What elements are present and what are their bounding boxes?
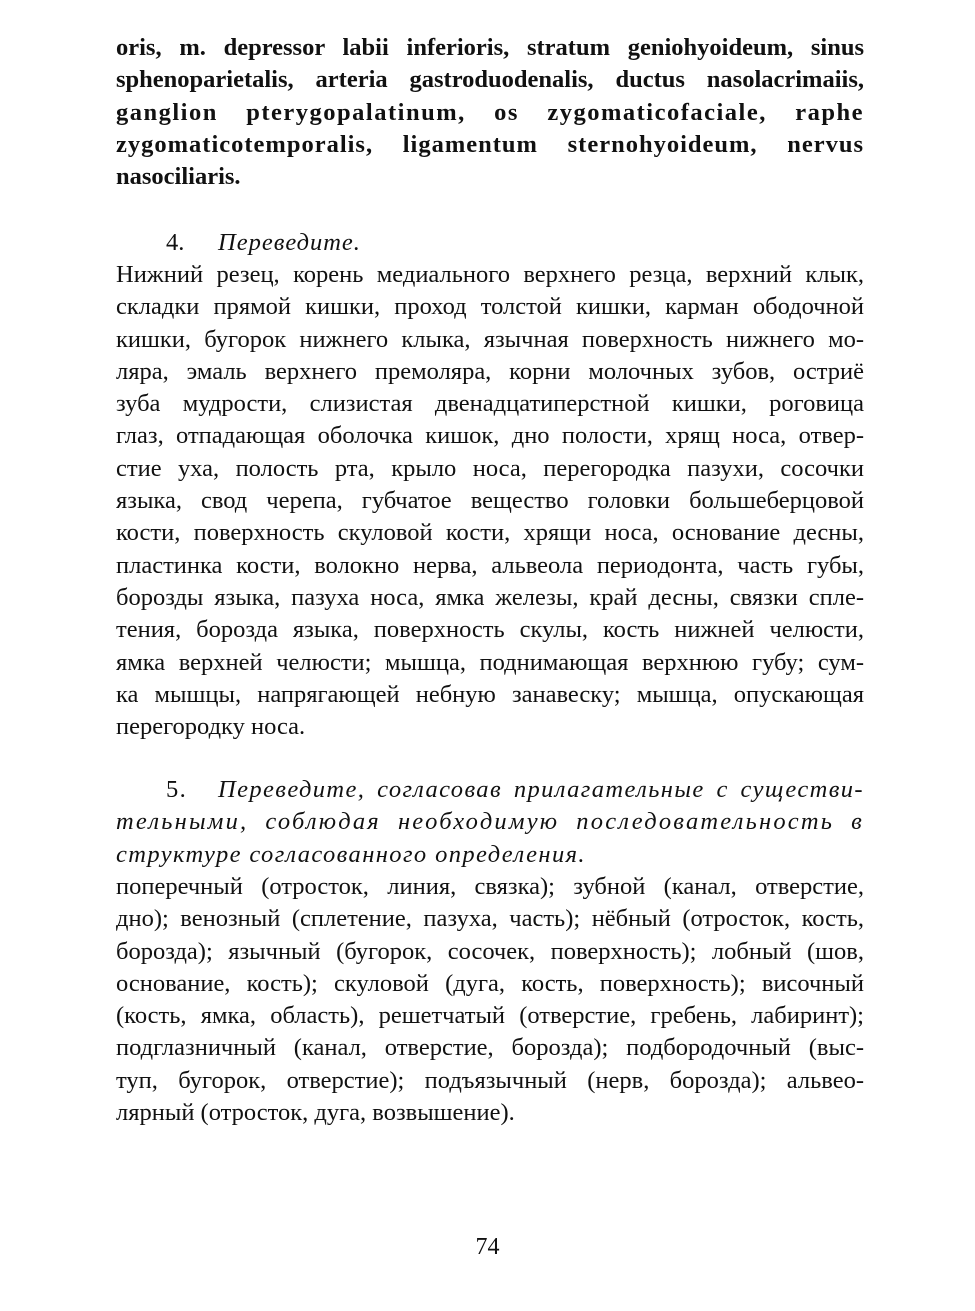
exercise-title-line: структуре согласованного определения. bbox=[116, 840, 586, 868]
text-line bbox=[116, 774, 864, 806]
text-line: тения, борозда языка, поверхность скулы, кость нижней челюсти, bbox=[116, 616, 864, 644]
text-line: nasociliaris. bbox=[116, 163, 241, 191]
text-line: пластинка кости, волокно нерва, альвеола периодонта, часть губы, bbox=[116, 551, 864, 579]
exercise-5-heading bbox=[116, 774, 864, 871]
latin-terms-paragraph bbox=[116, 32, 864, 193]
text-line: подглазничный (канал, отверстие, борозда); подбородочный (выс- bbox=[116, 1034, 864, 1062]
exercise-number: 4. bbox=[166, 229, 185, 256]
page-number: 74 bbox=[475, 1234, 500, 1260]
exercise-title: Переведите, согласовав прилагательные с существи- bbox=[218, 776, 864, 803]
exercise-4-body bbox=[116, 259, 864, 743]
exercise-5-body bbox=[116, 871, 864, 1129]
text-line: стие уха, полость рта, крыло носа, перегородка пазухи, сосочки bbox=[116, 454, 864, 482]
exercise-title-line: тельными, соблюдая необходимую последовательность в bbox=[116, 808, 864, 836]
text-line: oris, m. depressor labii inferioris, stratum geniohyoideum, sinus bbox=[116, 34, 864, 61]
text-line: кости, поверхность скуловой кости, хрящи носа, основание десны, bbox=[116, 519, 864, 547]
exercise-number: 5. bbox=[166, 776, 188, 803]
text-line: лярный (отросток, дуга, возвышение). bbox=[116, 1099, 515, 1127]
text-line: (кость, ямка, область), решетчатый (отверстие, гребень, лабиринт); bbox=[116, 1002, 864, 1030]
text-line: борозды языка, пазуха носа, ямка железы, край десны, связки спле- bbox=[116, 583, 864, 611]
text-line: ляра, эмаль верхнего премоляра, корни молочных зубов, остриё bbox=[116, 357, 864, 385]
text-line: зуба мудрости, слизистая двенадцатиперстной кишки, роговица bbox=[116, 390, 864, 418]
text-line: ямка верхней челюсти; мышца, поднимающая верхнюю губу; сум- bbox=[116, 648, 864, 676]
text-line: ganglion pterygopalatinum, os zygomaticofaciale, raphe bbox=[116, 98, 864, 126]
text-line: sphenoparietalis, arteria gastroduodenalis, ductus nasolacrimaiis, bbox=[116, 66, 864, 94]
text-line: zygomaticotemporalis, ligamentum sternohyoideum, nervus bbox=[116, 130, 864, 158]
text-line: складки прямой кишки, проход толстой кишки, карман ободочной bbox=[116, 293, 864, 321]
text-line: дно); венозный (сплетение, пазуха, часть); нёбный (отросток, кость, bbox=[116, 905, 864, 933]
text-line: основание, кость); скуловой (дуга, кость, поверхность); височный bbox=[116, 969, 864, 997]
text-line: Нижний резец, корень медиального верхнего резца, верхний клык, bbox=[116, 261, 864, 288]
text-line: перегородку носа. bbox=[116, 713, 306, 741]
text-line: борозда); язычный (бугорок, сосочек, поверхность); лобный (шов, bbox=[116, 937, 864, 965]
exercise-title: Переведите. bbox=[218, 229, 361, 256]
text-line: кишки, бугорок нижнего клыка, язычная поверхность нижнего мо- bbox=[116, 325, 864, 353]
text-line: ка мышцы, напрягающей небную занавеску; мышца, опускающая bbox=[116, 680, 864, 708]
text-line: языка, свод черепа, губчатое вещество головки большеберцовой bbox=[116, 487, 864, 515]
text-line: поперечный (отросток, линия, связка); зубной (канал, отверстие, bbox=[116, 873, 864, 900]
text-line: туп, бугорок, отверстие); подъязычный (нерв, борозда); альвео- bbox=[116, 1066, 864, 1094]
text-line: глаз, отпадающая оболочка кишок, дно полости, хрящ носа, отвер- bbox=[116, 422, 864, 450]
exercise-4-heading bbox=[166, 227, 361, 259]
